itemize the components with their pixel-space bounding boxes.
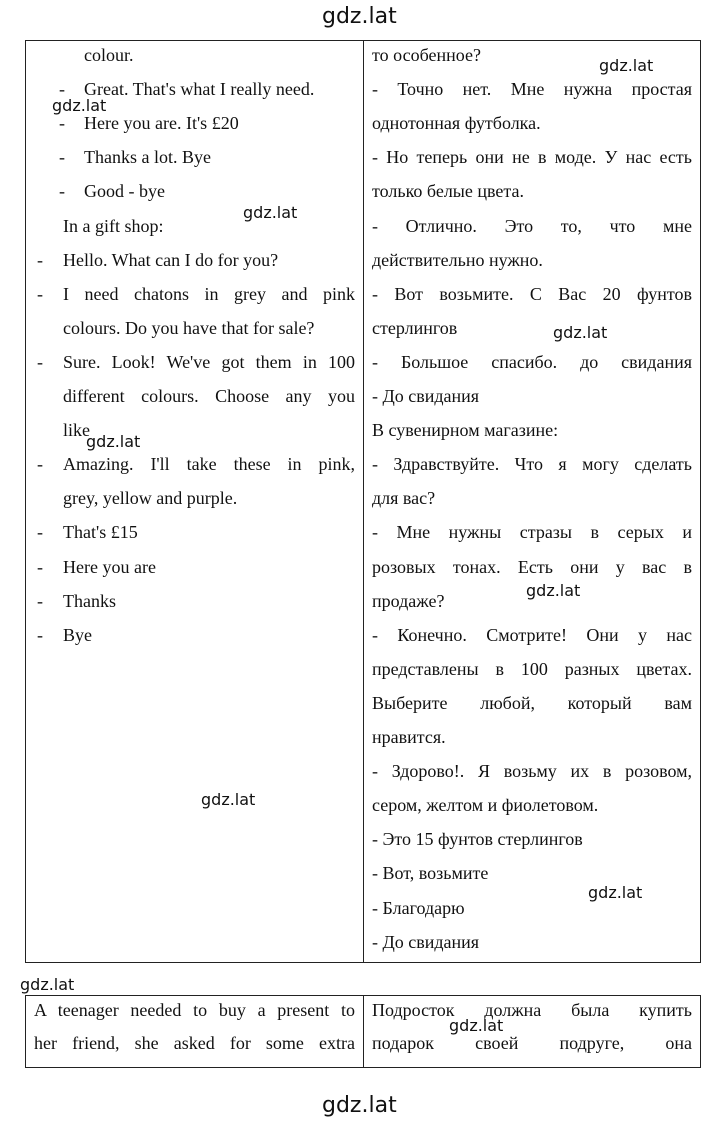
text-line: - Это 15 фунтов стерлингов: [372, 829, 583, 850]
text-line: - Здравствуйте. Что я могу сделать: [372, 454, 692, 475]
text-line: Great. That's what I really need.: [84, 79, 315, 100]
text-line: Bye: [63, 624, 92, 645]
text-line: - Здорово!. Я возьму их в розовом,: [372, 761, 692, 782]
dialogue-dash: -: [37, 351, 43, 372]
dialogue-dash: -: [59, 113, 65, 134]
text-line: для вас?: [372, 488, 436, 509]
text-line: colours. Do you have that for sale?: [63, 317, 315, 338]
text-line: представлены в 100 разных цветах.: [372, 658, 692, 679]
text-line: colour.: [84, 45, 134, 65]
text-line: Sure. Look! We've got them in 100: [63, 351, 355, 372]
dialogue-dash: -: [37, 590, 43, 611]
text-line: В сувенирном магазине:: [372, 420, 559, 441]
text-line: Подросток должна была купить: [372, 1000, 692, 1020]
text-line: подарок своей подруге, она: [372, 1033, 692, 1053]
text-line: то особенное?: [372, 45, 481, 65]
watermark: gdz.lat: [526, 581, 581, 600]
text-line: In a gift shop:: [63, 215, 164, 236]
dialogue-dash: -: [59, 181, 65, 202]
dialogue-dash: -: [59, 79, 65, 100]
text-line: Here you are: [63, 556, 156, 577]
text-line: - До свидания: [372, 386, 480, 406]
text-line: Hello. What can I do for you?: [63, 249, 279, 270]
text-line: I need chatons in grey and pink: [63, 283, 355, 304]
text-line: - Вот возьмите. С Вас 20 фунтов: [372, 283, 692, 304]
watermark: gdz.lat: [20, 975, 75, 994]
translation-table-2: [25, 995, 701, 1068]
text-line: стерлингов: [372, 317, 458, 338]
watermark-bottom: gdz.lat: [322, 1093, 397, 1118]
text-line: - Мне нужны стразы в серых и: [372, 522, 692, 543]
dialogue-dash: -: [37, 556, 43, 577]
text-line: сером, желтом и фиолетовом.: [372, 795, 599, 816]
text-line: Thanks a lot. Bye: [84, 147, 211, 168]
text-line: different colours. Choose any you: [63, 386, 355, 406]
text-line: только белые цвета.: [372, 181, 524, 202]
text-line: - Отлично. Это то, что мне: [372, 215, 692, 236]
watermark: gdz.lat: [243, 203, 298, 222]
watermark: gdz.lat: [201, 790, 256, 809]
text-line: нравится.: [372, 727, 446, 747]
text-line: - Точно нет. Мне нужна простая: [372, 79, 692, 100]
text-line: - Конечно. Смотрите! Они у нас: [372, 624, 692, 645]
text-line: Выберите любой, который вам: [372, 692, 692, 713]
text-line: - Благодарю: [372, 897, 465, 918]
watermark: gdz.lat: [86, 432, 141, 451]
text-line: That's £15: [63, 522, 138, 543]
watermark: gdz.lat: [449, 1016, 504, 1035]
text-line: - До свидания: [372, 931, 480, 952]
text-line: действительно нужно.: [372, 249, 543, 270]
text-line: Amazing. I'll take these in pink,: [63, 454, 355, 475]
text-line: Thanks: [63, 590, 116, 611]
translation-table-1: [25, 40, 701, 963]
russian-column: [364, 41, 700, 962]
dialogue-dash: -: [37, 624, 43, 645]
text-line: Good - bye: [84, 181, 165, 202]
watermark: gdz.lat: [599, 56, 654, 75]
text-line: однотонная футболка.: [372, 113, 541, 134]
watermark: gdz.lat: [52, 96, 107, 115]
text-line: - Но теперь они не в моде. У нас есть: [372, 147, 692, 168]
watermark: gdz.lat: [553, 323, 608, 342]
text-line: Here you are. It's £20: [84, 113, 239, 134]
text-line: A teenager needed to buy a present to: [34, 1000, 355, 1020]
dialogue-dash: -: [59, 147, 65, 168]
text-line: - Большое спасибо. до свидания: [372, 351, 692, 372]
text-line: grey, yellow and purple.: [63, 488, 238, 509]
text-line: her friend, she asked for some extra: [34, 1033, 355, 1053]
text-line: like: [63, 420, 90, 441]
english-column: [26, 996, 363, 1067]
russian-column: [364, 996, 700, 1067]
watermark: gdz.lat: [588, 883, 643, 902]
text-line: - Вот, возьмите: [372, 863, 489, 884]
dialogue-dash: -: [37, 283, 43, 304]
dialogue-dash: -: [37, 522, 43, 543]
text-line: розовых тонах. Есть они у вас в: [372, 556, 692, 577]
dialogue-dash: -: [37, 249, 43, 270]
text-line: продаже?: [372, 590, 445, 611]
watermark-top: gdz.lat: [322, 4, 397, 29]
english-column: [26, 41, 363, 962]
dialogue-dash: -: [37, 454, 43, 475]
